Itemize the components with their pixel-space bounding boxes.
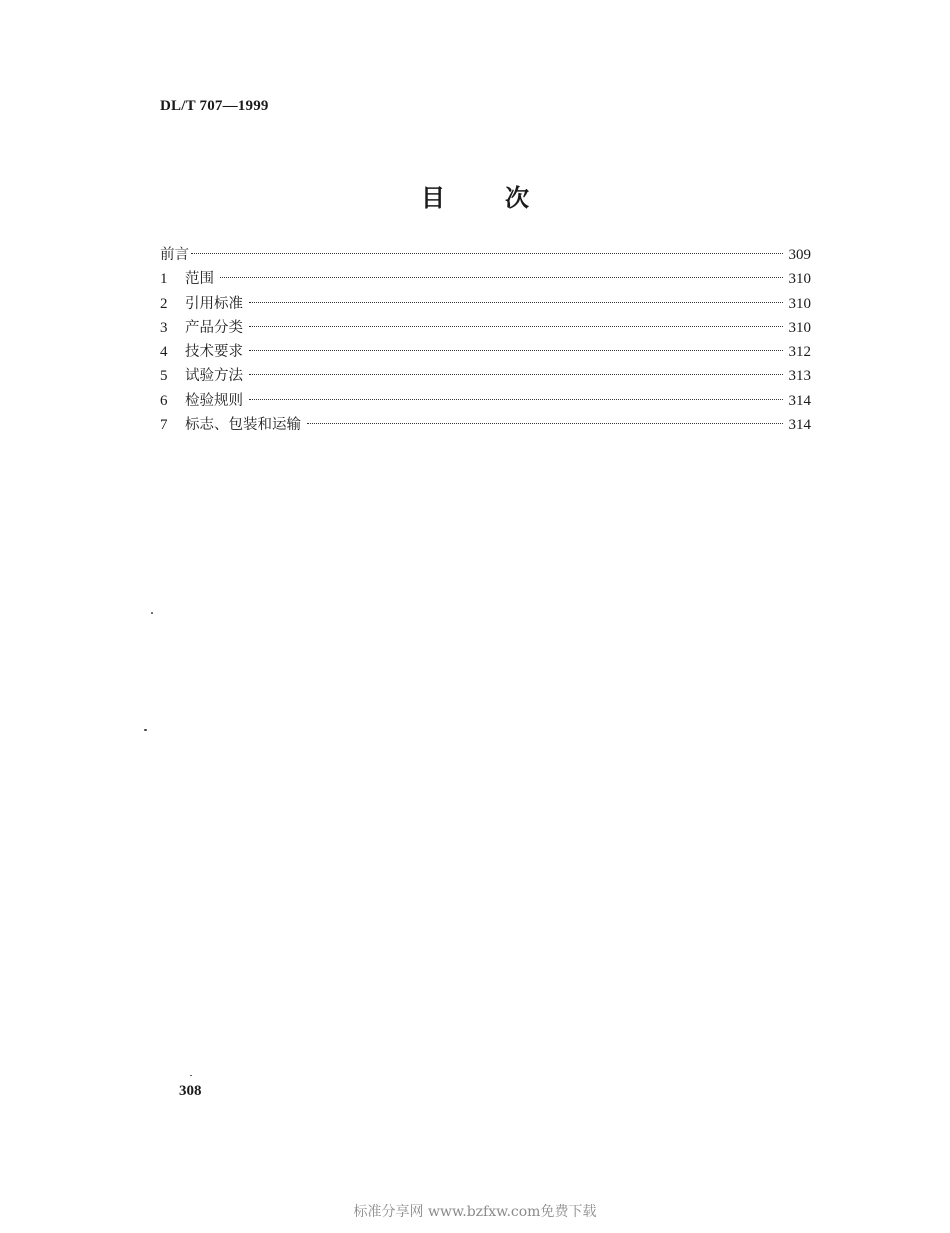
page-title — [0, 178, 950, 213]
toc-entry-marking-packaging[interactable] — [160, 413, 811, 437]
toc-entry-classification[interactable] — [160, 316, 811, 340]
toc-entry-page: 312 — [788, 344, 811, 361]
toc-entry-label: 产品分类 — [185, 319, 243, 336]
dot-leader — [249, 350, 783, 351]
toc-entry-label: 技术要求 — [185, 344, 243, 361]
toc-entry-number: 2 — [160, 295, 168, 312]
toc-entry-inspection-rules[interactable] — [160, 389, 811, 413]
toc-entry-label: 范围 — [185, 271, 214, 288]
toc-entry-page: 310 — [788, 271, 811, 288]
toc-entry-label: 前言 — [160, 247, 189, 263]
toc-entry-test-methods[interactable] — [160, 364, 811, 388]
toc-entry-page: 314 — [788, 417, 811, 434]
dot-leader — [307, 423, 783, 424]
toc-entry-label: 标志、包装和运输 — [185, 417, 301, 434]
toc-entry-number: 5 — [160, 368, 168, 385]
toc-entry-label: 试验方法 — [185, 368, 243, 385]
toc-entry-page: 313 — [788, 368, 811, 385]
toc-entry-number: 6 — [160, 392, 168, 409]
toc-entry-page: 309 — [788, 247, 811, 263]
dot-leader — [249, 302, 783, 303]
title-char-1: 目 — [421, 184, 445, 212]
toc-entry-preface[interactable] — [160, 243, 811, 267]
dot-leader — [249, 399, 783, 400]
table-of-contents — [160, 243, 811, 437]
scan-speck — [151, 612, 153, 614]
toc-entry-number: 7 — [160, 417, 168, 434]
toc-entry-number: 1 — [160, 271, 168, 288]
dot-leader — [249, 374, 783, 375]
toc-entry-references[interactable] — [160, 292, 811, 316]
dot-leader — [220, 277, 783, 278]
dot-leader — [249, 326, 783, 327]
toc-entry-label: 引用标准 — [185, 295, 243, 312]
toc-entry-page: 310 — [788, 295, 811, 312]
page-number: 308 — [179, 1083, 202, 1099]
dot-leader — [191, 253, 783, 254]
toc-entry-page: 314 — [788, 392, 811, 409]
standard-code: DL/T 707—1999 — [160, 98, 269, 114]
toc-entry-number: 3 — [160, 319, 168, 336]
title-char-2: 次 — [505, 184, 529, 212]
toc-entry-requirements[interactable] — [160, 340, 811, 364]
scan-speck — [144, 729, 147, 731]
toc-entry-scope[interactable] — [160, 267, 811, 291]
watermark-text: 标准分享网 www.bzfxw.com免费下载 — [353, 1204, 597, 1220]
toc-entry-label: 检验规则 — [185, 392, 243, 409]
scan-speck — [190, 1075, 192, 1076]
toc-entry-number: 4 — [160, 344, 168, 361]
toc-entry-page: 310 — [788, 319, 811, 336]
